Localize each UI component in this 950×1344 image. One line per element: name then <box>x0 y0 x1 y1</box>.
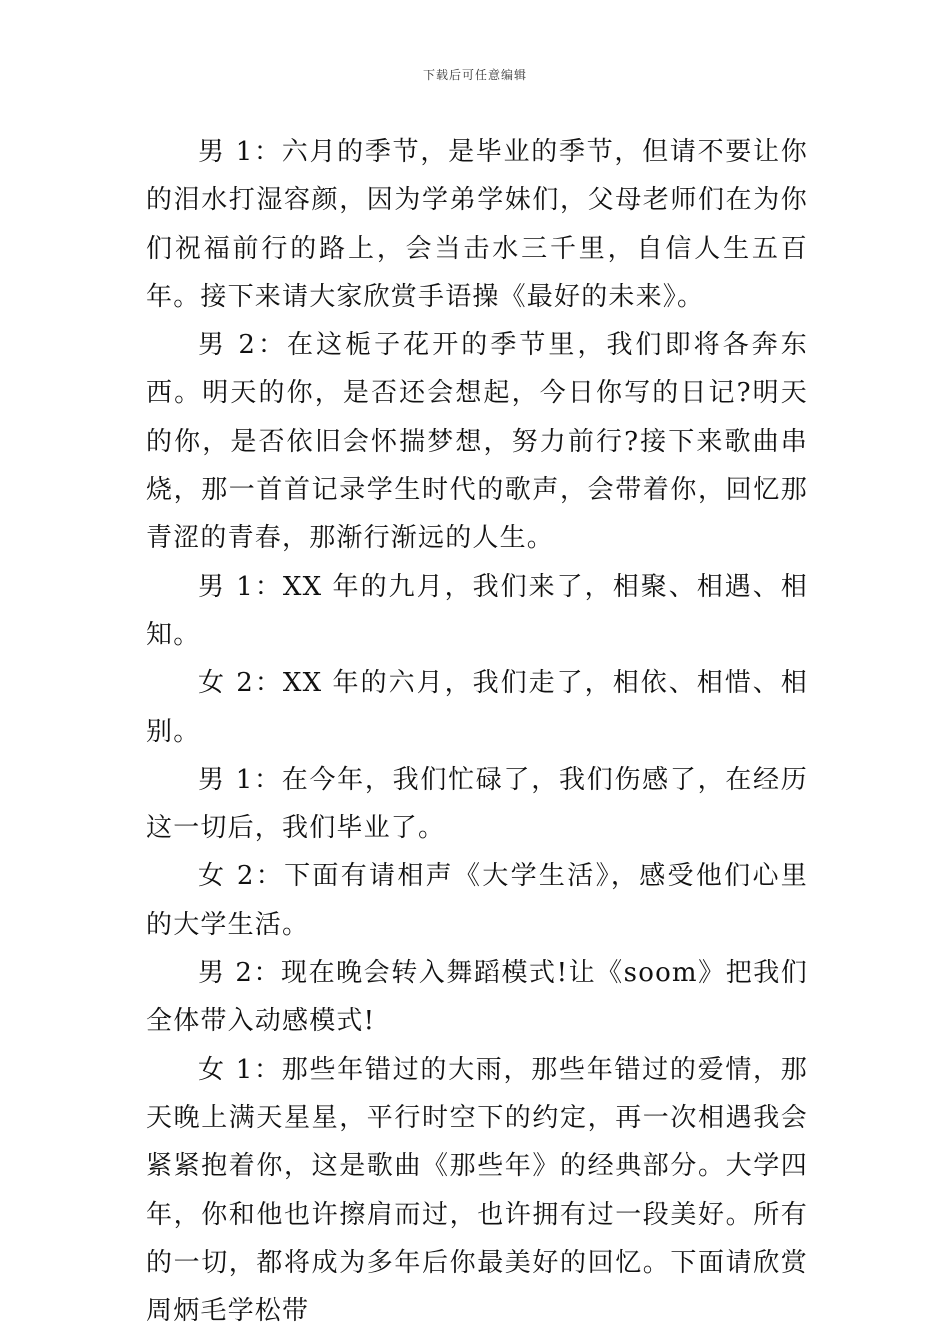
paragraph: 男 1：XX 年的九月，我们来了，相聚、相遇、相知。 <box>146 571 808 650</box>
paragraph: 男 1：在今年，我们忙碌了，我们伤感了，在经历这一切后，我们毕业了。 <box>146 764 808 844</box>
paragraph: 男 2：现在晚会转入舞蹈模式!让《soom》把我们全体带入动感模式! <box>146 958 808 1037</box>
paragraph: 男 1：六月的季节，是毕业的季节，但请不要让你的泪水打湿容颜，因为学弟学妹们，父母老师们在为你们祝福前行的路上，会当击水三千里，自信人生五百年。接下来请大家欣赏手语操《最好的未来》。 <box>146 137 808 312</box>
paragraph: 女 2：下面有请相声《大学生活》，感受他们心里的大学生活。 <box>146 861 808 940</box>
paragraph: 女 2：XX 年的六月，我们走了，相依、相惜、相别。 <box>146 668 808 747</box>
paragraph: 男 2：在这栀子花开的季节里，我们即将各奔东西。明天的你，是否还会想起，今日你写的日记?明天的你，是否依旧会怀揣梦想，努力前行?接下来歌曲串烧，那一首首记录学生时代的歌声，会带着你，回忆那青涩的青春，那渐行渐远的人生。 <box>146 330 808 554</box>
header-note: 下载后可任意编辑 <box>422 68 527 82</box>
document-body <box>146 128 808 1335</box>
paragraph: 女 1：那些年错过的大雨，那些年错过的爱情，那天晚上满天星星，平行时空下的约定，再一次相遇我会紧紧抱着你，这是歌曲《那些年》的经典部分。大学四年，你和他也许擦肩而过，也许拥有过一段美好。所有的一切，都将成为多年后你最美好的回忆。下面请欣赏周炳毛学松带 <box>146 1054 808 1327</box>
